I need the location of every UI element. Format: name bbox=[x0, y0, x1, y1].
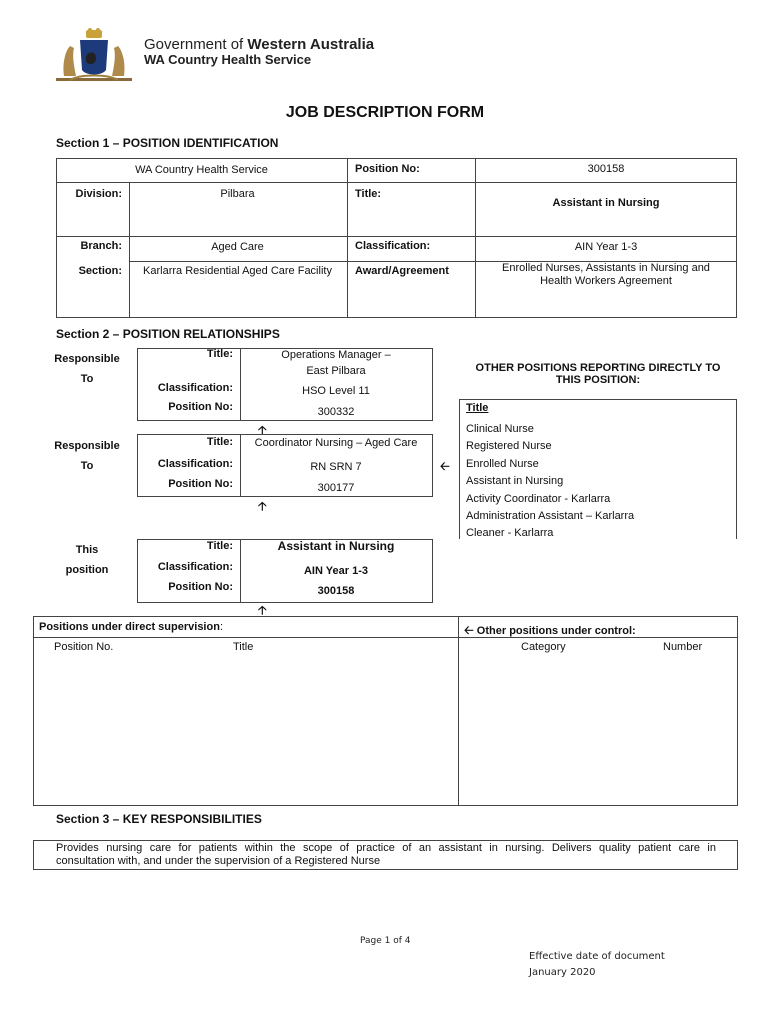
form-title: JOB DESCRIPTION FORM bbox=[285, 104, 485, 121]
division-label: Division: bbox=[75, 188, 122, 200]
box1-title-line2: East Pilbara bbox=[306, 365, 366, 377]
wa-crest-logo bbox=[56, 26, 132, 84]
list-item: Clinical Nurse bbox=[466, 423, 534, 435]
other-positions-control-label: 🡠 Other positions under control: bbox=[464, 623, 636, 637]
to-label-1: To bbox=[80, 373, 94, 385]
box1-title-label: Title: bbox=[206, 348, 233, 360]
section-value: Karlarra Residential Aged Care Facility bbox=[143, 265, 332, 277]
arrow-up-icon: 🡡 bbox=[258, 423, 267, 437]
box3-title-value: Assistant in Nursing bbox=[277, 539, 395, 553]
position-label: position bbox=[65, 564, 109, 576]
classification-value: AIN Year 1-3 bbox=[574, 241, 638, 253]
responsible-label-2: Responsible bbox=[54, 440, 120, 452]
list-item: Enrolled Nurse bbox=[466, 458, 539, 470]
box3-position-no-value: 300158 bbox=[317, 585, 355, 597]
box3-classification-value: AIN Year 1-3 bbox=[303, 565, 368, 577]
arrow-up-icon: 🡡 bbox=[258, 499, 267, 513]
position-identification-table bbox=[56, 158, 737, 318]
box2-classification-label: Classification: bbox=[157, 458, 233, 470]
this-label: This bbox=[75, 544, 99, 556]
service-name: WA Country Health Service bbox=[135, 164, 268, 176]
title-label: Title: bbox=[355, 188, 382, 200]
supervision-table bbox=[33, 616, 738, 806]
list-item: Activity Coordinator - Karlarra bbox=[466, 493, 611, 505]
arrow-left-icon: 🡠 bbox=[440, 459, 450, 473]
position-no-value: 300158 bbox=[587, 163, 625, 175]
box3-title-label: Title: bbox=[206, 540, 233, 552]
section1-heading: Section 1 – POSITION IDENTIFICATION bbox=[56, 136, 279, 150]
list-item: Registered Nurse bbox=[466, 440, 552, 452]
effective-date-label: Effective date of document bbox=[529, 951, 665, 962]
list-item: Administration Assistant – Karlarra bbox=[466, 510, 635, 522]
box3-position-no-label: Position No: bbox=[168, 581, 233, 593]
position-no-label: Position No: bbox=[355, 163, 420, 175]
to-label-2: To bbox=[80, 460, 94, 472]
col-title: Title bbox=[233, 641, 254, 653]
section2-heading: Section 2 – POSITION RELATIONSHIPS bbox=[56, 327, 280, 341]
award-label: Award/Agreement bbox=[355, 265, 449, 277]
box2-classification-value: RN SRN 7 bbox=[310, 461, 362, 473]
award-value-line2: Health Workers Agreement bbox=[540, 275, 672, 287]
col-category: Category bbox=[521, 641, 566, 653]
division-value: Pilbara bbox=[220, 188, 255, 200]
section-label: Section: bbox=[78, 265, 122, 277]
government-name: Government of Western Australia bbox=[144, 36, 375, 53]
branch-label: Branch: bbox=[80, 240, 122, 252]
col-number: Number bbox=[663, 641, 703, 653]
page-number: Page 1 of 4 bbox=[360, 936, 411, 946]
other-positions-heading-line2: THIS POSITION: bbox=[555, 374, 641, 386]
responsible-label-1: Responsible bbox=[54, 353, 120, 365]
branch-value: Aged Care bbox=[211, 241, 264, 253]
award-value-line1: Enrolled Nurses, Assistants in Nursing and bbox=[502, 262, 710, 274]
box1-position-no-value: 300332 bbox=[317, 406, 355, 418]
box1-classification-label: Classification: bbox=[157, 382, 233, 394]
box1-position-no-label: Position No: bbox=[168, 401, 233, 413]
effective-date-value: January 2020 bbox=[529, 967, 596, 978]
col-position-no: Position No. bbox=[54, 641, 114, 653]
list-item: Assistant in Nursing bbox=[466, 475, 564, 487]
positions-under-supervision-label: Positions under direct supervision: bbox=[39, 621, 223, 633]
arrow-left-icon: 🡠 bbox=[464, 623, 474, 637]
section3-heading: Section 3 – KEY RESPONSIBILITIES bbox=[56, 812, 262, 826]
box3-classification-label: Classification: bbox=[157, 561, 233, 573]
box2-title-label: Title: bbox=[206, 436, 233, 448]
box1-title-line1: Operations Manager – bbox=[281, 349, 391, 361]
title-value: Assistant in Nursing bbox=[552, 197, 660, 209]
classification-label: Classification: bbox=[355, 240, 431, 252]
box2-position-no-value: 300177 bbox=[317, 482, 355, 494]
arrow-up-icon: 🡡 bbox=[258, 603, 267, 617]
key-responsibilities-line2: consultation with, and under the supervision of a Registered Nurse bbox=[56, 855, 381, 867]
box2-title-value: Coordinator Nursing – Aged Care bbox=[254, 437, 418, 449]
list-item: Cleaner - Karlarra bbox=[466, 527, 554, 539]
box1-classification-value: HSO Level 11 bbox=[302, 385, 370, 397]
other-positions-heading-line1: OTHER POSITIONS REPORTING DIRECTLY TO bbox=[475, 362, 721, 374]
box2-position-no-label: Position No: bbox=[168, 478, 233, 490]
agency-name: WA Country Health Service bbox=[144, 52, 312, 67]
key-responsibilities-line1: Provides nursing care for patients within the scope of practice of an assistant in nursing. Delivers quality patient care in bbox=[56, 842, 716, 854]
other-positions-title-header: Title bbox=[466, 402, 489, 414]
